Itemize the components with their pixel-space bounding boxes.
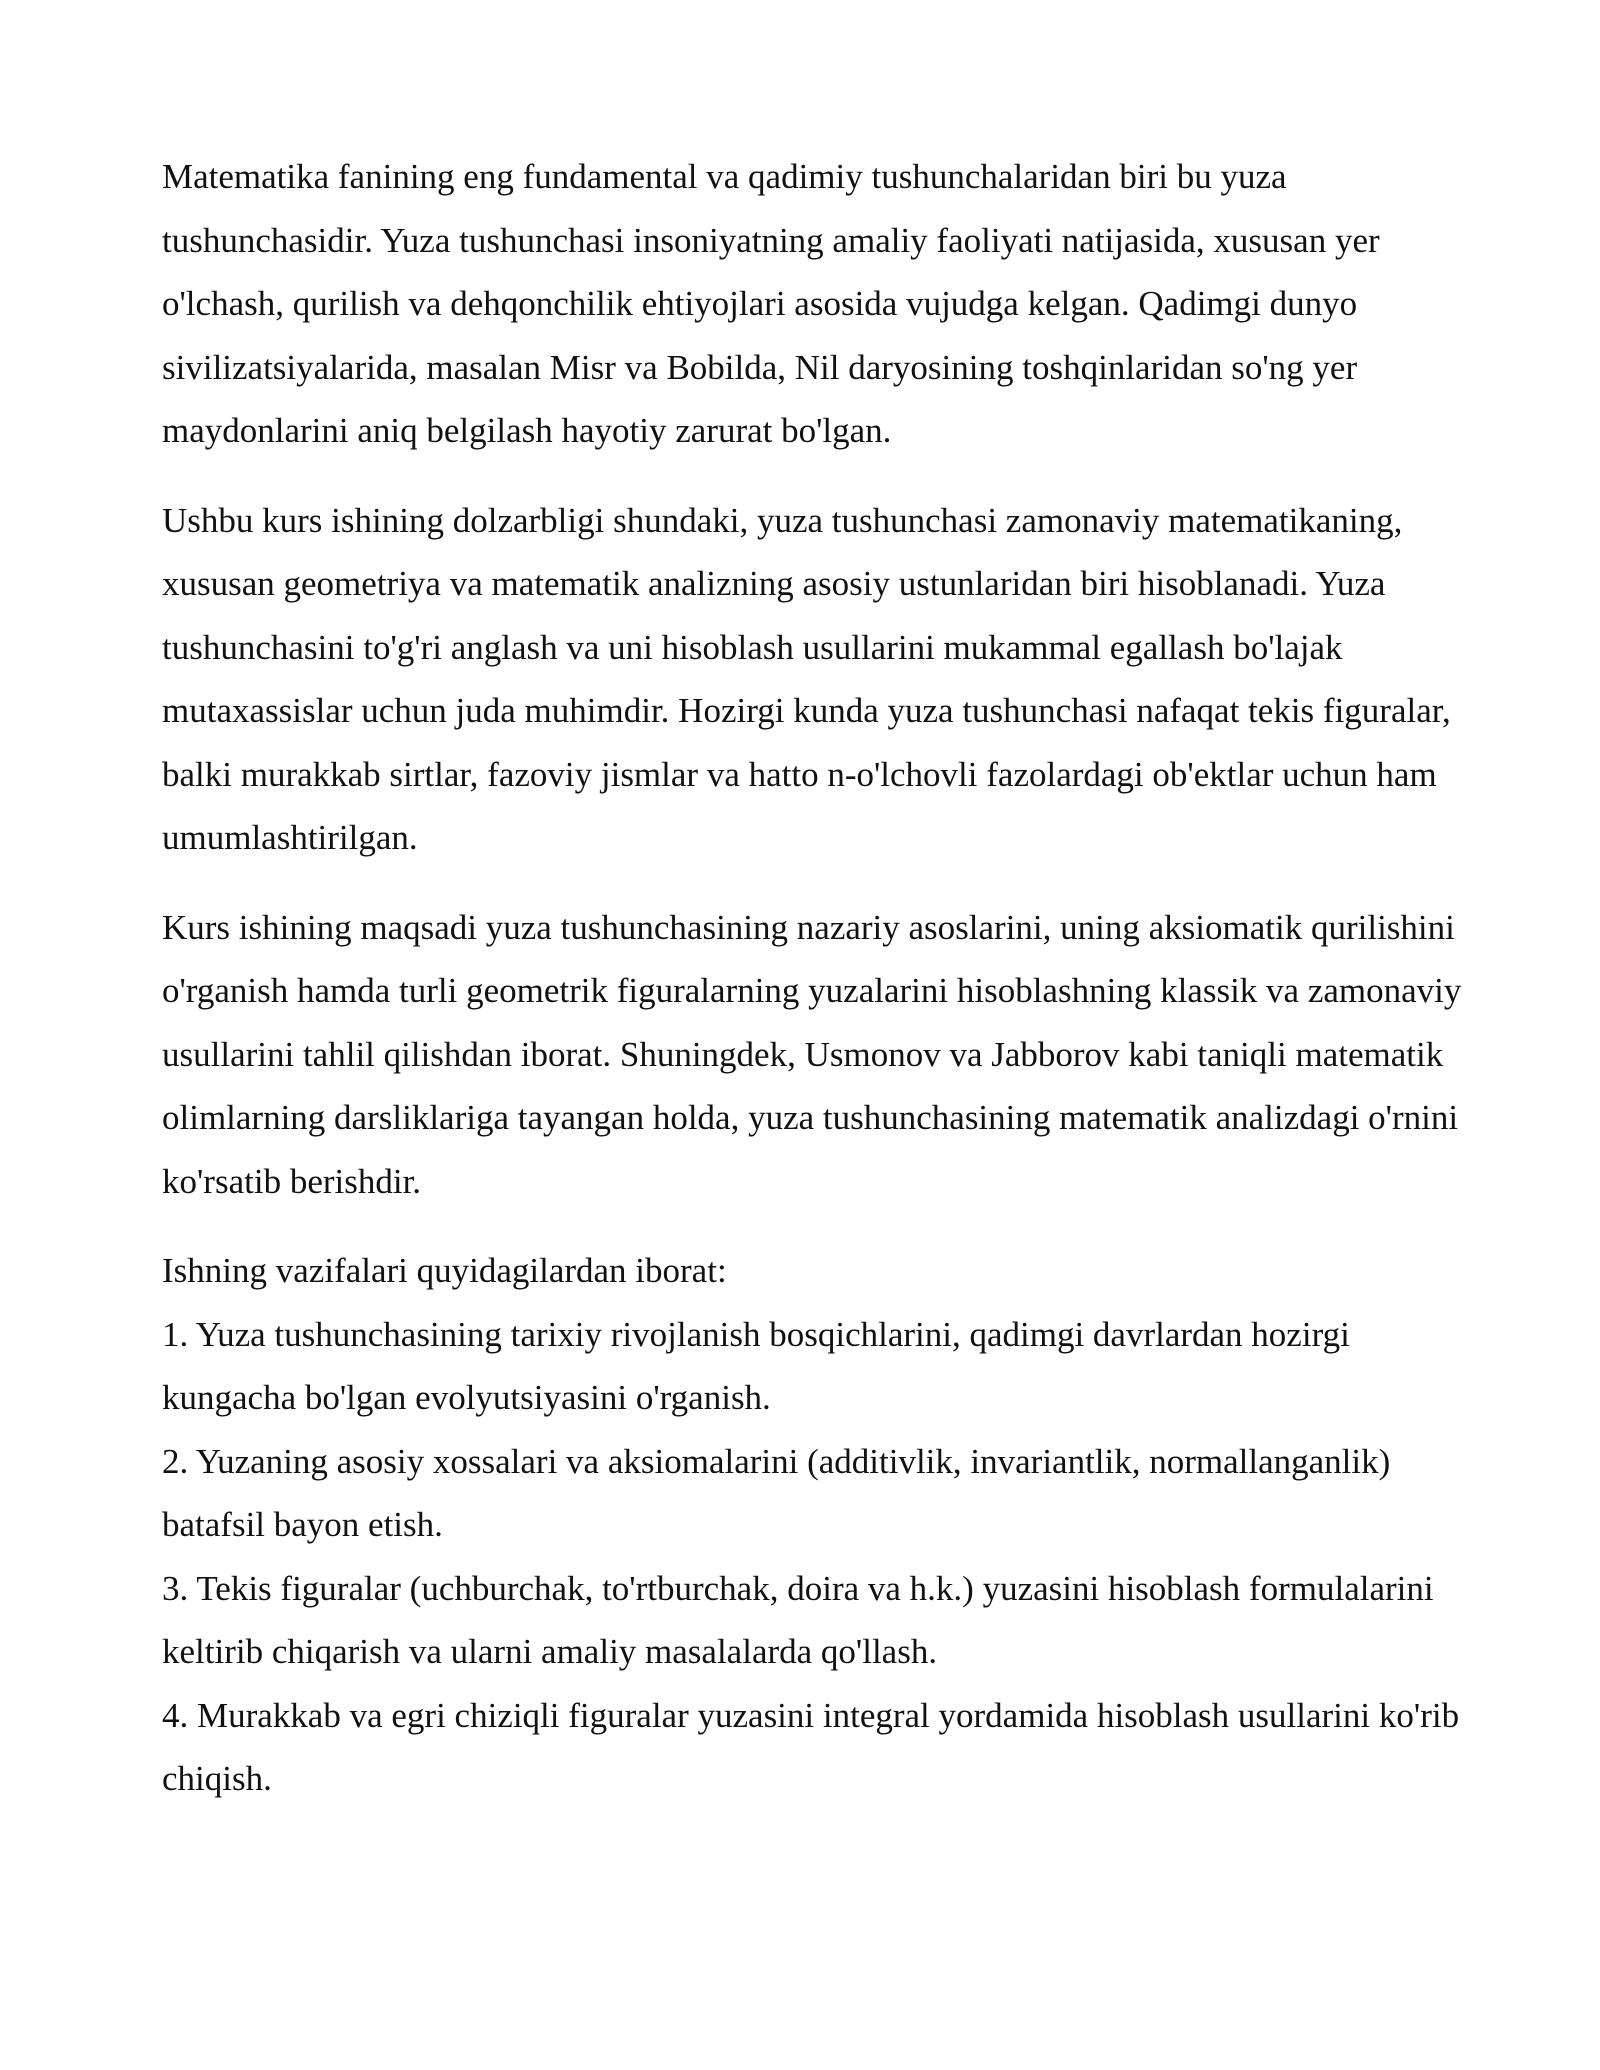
list-item: 1. Yuza tushunchasining tarixiy rivojlanish bosqichlarini, qadimgi davrlardan hozirgi kungacha bo'lgan evolyutsiyasini o'rganish. [162, 1314, 1350, 1417]
list-item: 2. Yuzaning asosiy xossalari va aksiomalarini (additivlik, invariantlik, normallanganlik) batafsil bayon etish. [162, 1441, 1391, 1544]
list-item: 3. Tekis figuralar (uchburchak, to'rtburchak, doira va h.k.) yuzasini hisoblash formulalarini keltirib chiqarish va ularni amaliy masalalarda qo'llash. [162, 1568, 1434, 1671]
tasks-intro: Ishning vazifalari quyidagilardan iborat: [162, 1251, 727, 1290]
tasks-list [162, 1303, 1462, 1811]
document-body [162, 145, 1462, 1811]
list-item: 4. Murakkab va egri chiziqli figuralar yuzasini integral yordamida hisoblash usullarini ko'rib chiqish. [162, 1695, 1460, 1798]
paragraph-goal: Kurs ishining maqsadi yuza tushunchasining nazariy asoslarini, uning aksiomatik qurilishini o'rganish hamda turli geometrik figuralarning yuzalarini hisoblashning klassik va zamonaviy usullarini tahlil qilishdan iborat. Shuningdek, Usmonov va Jabborov kabi taniqli matematik olimlarning darsliklariga tayangan holda, yuza tushunchasining matematik analizdagi o'rnini ko'rsatib berishdir. [162, 907, 1462, 1201]
paragraph-introduction: Matematika fanining eng fundamental va qadimiy tushunchalaridan biri bu yuza tushunchasidir. Yuza tushunchasi insoniyatning amaliy faoliyati natijasida, xususan yer o'lchash, qurilish va dehqonchilik ehtiyojlari asosida vujudga kelgan. Qadimgi dunyo sivilizatsiyalarida, masalan Misr va Bobilda, Nil daryosining toshqinlaridan so'ng yer maydonlarini aniq belgilash hayotiy zarurat bo'lgan. [162, 157, 1380, 450]
paragraph-relevance: Ushbu kurs ishining dolzarbligi shundaki, yuza tushunchasi zamonaviy matematikaning, xususan geometriya va matematik analizning asosiy ustunlaridan biri hisoblanadi. Yuza tushunchasini to'g'ri anglash va uni hisoblash usullarini mukammal egallash bo'lajak mutaxassislar uchun juda muhimdir. Hozirgi kunda yuza tushunchasi nafaqat tekis figuralar, balki murakkab sirtlar, fazoviy jismlar va hatto n-o'lchovli fazolardagi ob'ektlar uchun ham umumlashtirilgan. [162, 500, 1451, 857]
